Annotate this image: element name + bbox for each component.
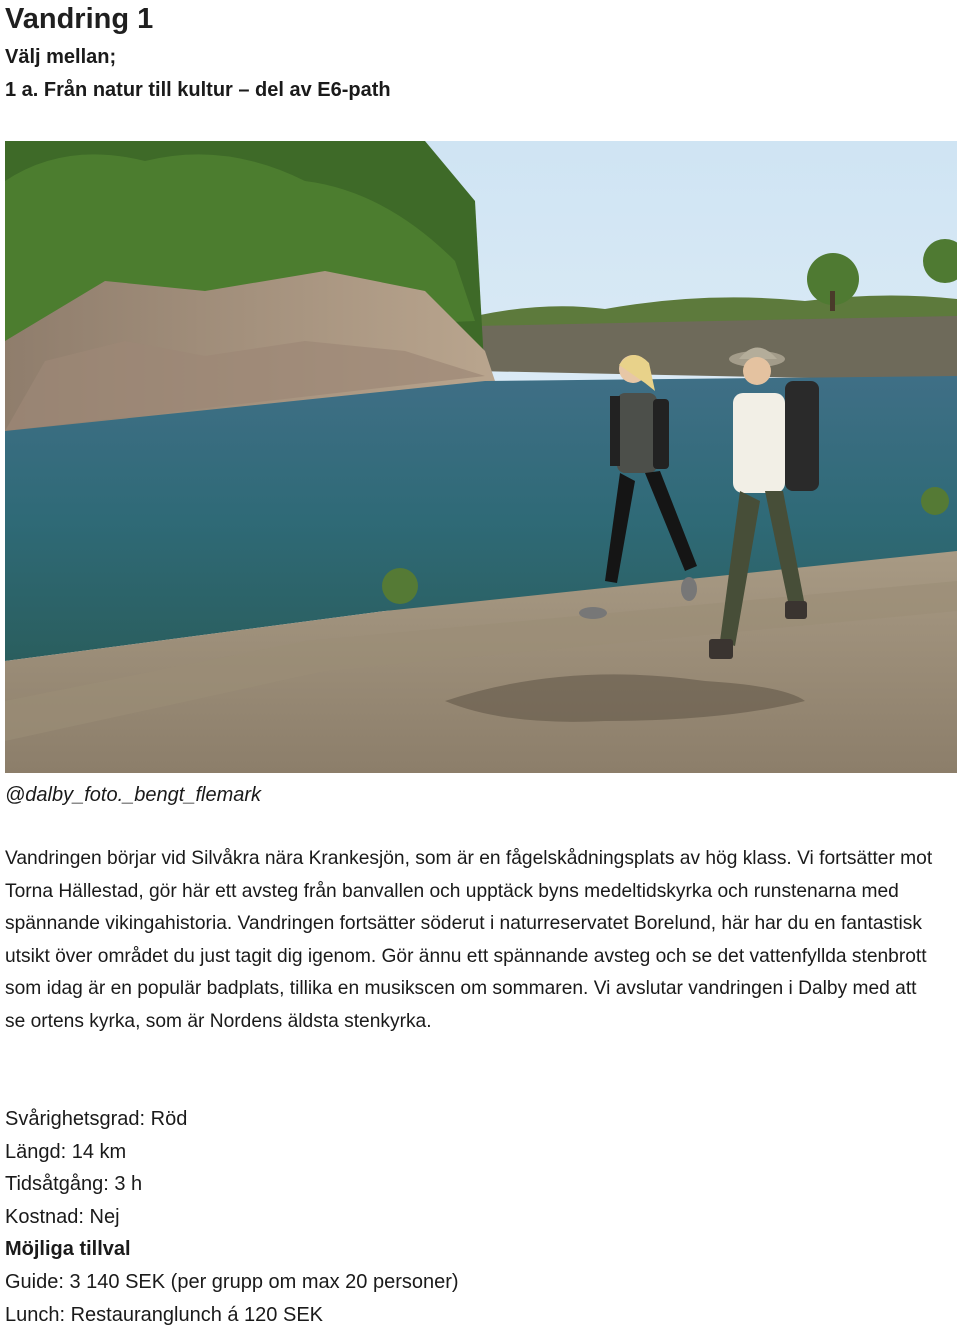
photo-credit: @dalby_foto._bengt_flemark — [5, 784, 262, 806]
hiking-photo — [5, 141, 957, 773]
hike-facts — [5, 1103, 459, 1331]
hike-description: Vandringen börjar vid Silvåkra nära Krankesjön, som är en fågelskådningsplats av hög klass. Vi fortsätter mot Torna Hällestad, gör här ett avsteg från banvallen och upptäck byns medeltidskyrka och runstenarna med spännande vikingahistoria. Vandringen fortsätter söderut i naturreservatet Borelund, här har du en fantastisk utsikt över området du just tagit dig igenom. Gör ännu ett spännande avsteg och se det vattenfyllda stenbrott som idag är en populär badplats, tillika en musikscen om sommaren. Vi avslutar vandringen i Dalby med att se ortens kyrka, som är Nordens äldsta stenkyrka. — [5, 848, 933, 1032]
page-title: Vandring 1 — [5, 3, 154, 35]
duration-text: Tidsåtgång: 3 h — [5, 1173, 143, 1196]
difficulty-text: Svårighetsgrad: Röd — [5, 1108, 188, 1130]
option-label: 1 a. Från natur till kultur – del av E6-path — [5, 79, 391, 101]
choose-label: Välj mellan; — [5, 46, 117, 68]
length-text: Längd: 14 km — [5, 1140, 127, 1163]
addons-heading: Möjliga tillval — [5, 1238, 131, 1261]
cost-text: Kostnad: Nej — [5, 1205, 120, 1228]
lunch-text: Lunch: Restauranglunch á 120 SEK — [5, 1303, 323, 1326]
guide-text: Guide: 3 140 SEK (per grupp om max 20 personer) — [5, 1270, 459, 1293]
